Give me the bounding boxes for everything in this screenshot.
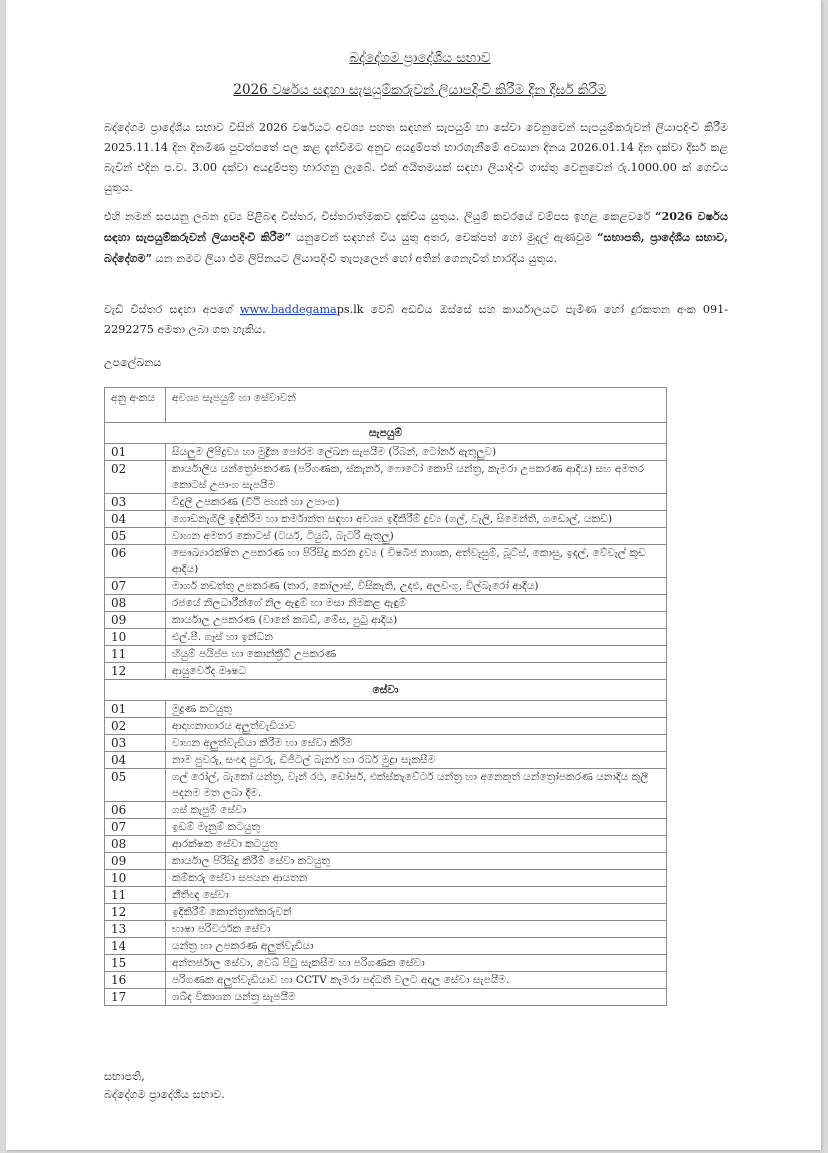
table-row — [105, 921, 667, 938]
row-serial-no: 06 — [105, 802, 166, 819]
table-row — [105, 955, 667, 972]
row-description: නාම පුවරු, සංඥා පුවරු, ඩිජිටල් බැනර් හා රබර් මුද්‍රා සැකසීම — [166, 752, 667, 769]
row-serial-no: 11 — [105, 887, 166, 904]
table-row — [105, 629, 667, 646]
row-serial-no: 08 — [105, 595, 166, 612]
table-row — [105, 444, 667, 461]
annex-label: උපලේඛනය — [104, 356, 162, 369]
row-serial-no: 05 — [105, 528, 166, 545]
table-row — [105, 511, 667, 528]
table-row — [105, 938, 667, 955]
row-description: කම්කරු සේවා සපයන ආයතන — [166, 870, 667, 887]
table-row — [105, 853, 667, 870]
table-row — [105, 646, 667, 663]
header-serial-no: අනු අංකය — [105, 388, 166, 423]
supplies-services-table — [104, 387, 667, 1006]
row-description: සියලුම ලිපිද්‍රව්‍ය හා මුද්‍රිත පෝරම ලේඛන සැපයීම (රිබන්, ටෝනර් ඇතුලුව) — [166, 444, 667, 461]
document-title: බද්දේගම ප්‍රාදේශීය සභාව — [349, 50, 491, 66]
envelope-label-text: “2026 වර්ෂය සඳහා සැපයුම්කරුවන් ලියාපදිංචි කිරීම” — [104, 209, 728, 244]
row-description: ආදාහනාගාරය අලුත්වැඩියාව — [166, 718, 667, 735]
table-header-row — [105, 388, 667, 423]
table-body — [105, 423, 667, 1006]
table-row — [105, 718, 667, 735]
row-description: භාෂා පරිවර්ථක සේවා — [166, 921, 667, 938]
row-serial-no: 13 — [105, 921, 166, 938]
section-header-row — [105, 423, 667, 444]
row-description: ආරක්ෂක සේවා කටයුතු — [166, 836, 667, 853]
row-description: වාහන අමතර කොටස් (ටයර්, ටියුබ්, බැටරි ඇතුලු) — [166, 528, 667, 545]
row-serial-no: 03 — [105, 735, 166, 752]
table-row — [105, 595, 667, 612]
row-description: රජයේ නිලධාරීන්ගේ නිල ඇඳුම් හා මසා නිමකළ ඇඳුම් — [166, 595, 667, 612]
row-serial-no: 04 — [105, 752, 166, 769]
website-link[interactable]: www.baddegama — [239, 303, 337, 316]
row-serial-no: 09 — [105, 853, 166, 870]
paragraph-text: වැඩි විස්තර සඳහා අපගේ — [104, 303, 240, 316]
row-serial-no: 12 — [105, 663, 166, 680]
table-row — [105, 836, 667, 853]
row-serial-no: 09 — [105, 612, 166, 629]
table-row — [105, 870, 667, 887]
row-description: කාර්යාල පිරිසිදු කිරීම් සේවා කටයුතු — [166, 853, 667, 870]
paragraph-text: වෙබ් අඩවිය ඔස්සේ සහ කාර්යාලයට පැමිණ හෝ දුරකතන අංක 091-2292275 අමතා ලබා ගත හැකිය. — [104, 303, 728, 336]
table-row — [105, 752, 667, 769]
signature-title: සභාපති, — [104, 1070, 145, 1083]
row-serial-no: 05 — [105, 769, 166, 802]
row-description: අන්තර්ජාල සේවා, වෙබ් පිටු සැකසීම හා පරිගණක සේවා — [166, 955, 667, 972]
row-serial-no: 02 — [105, 718, 166, 735]
row-serial-no: 15 — [105, 955, 166, 972]
row-description: ගල් රෝල්, බැකෝ යන්ත්‍ර, වැන් රථ, ඩෝසර්, එක්ස්කැවේටර් යන්ත්‍ර හා අනෙකුත් යන්ත්‍රෝපකරණ යනාදිය කුලී පදනම මත ලබා දීම. — [166, 769, 667, 802]
row-serial-no: 10 — [105, 629, 166, 646]
signature-block — [104, 1068, 225, 1104]
table-row — [105, 578, 667, 595]
paragraph-instructions — [104, 206, 728, 269]
table-row — [105, 904, 667, 921]
row-description: ඉදිකිරීම් කොන්ත්‍රාත්කරුවන් — [166, 904, 667, 921]
row-description: කාර්යාල උපකරණ (වානේ කබඩ්, මේස, පුටු ආදිය) — [166, 612, 667, 629]
row-serial-no: 14 — [105, 938, 166, 955]
table-row — [105, 819, 667, 836]
row-description: වාහන අලුත්වැඩියා කිරීම හා සේවා කිරීම — [166, 735, 667, 752]
document-page — [6, 0, 821, 1150]
row-description: එල්.පී. ගෑස් හා ඉන්ධන — [166, 629, 667, 646]
table-row — [105, 612, 667, 629]
row-serial-no: 07 — [105, 578, 166, 595]
table-row — [105, 494, 667, 511]
row-serial-no: 01 — [105, 701, 166, 718]
table-row — [105, 802, 667, 819]
row-serial-no: 08 — [105, 836, 166, 853]
paragraph-text: යනුවෙන් සඳහන් විය යුතු අතර, චෙක්පත් හෝ මුදල් ඇණවුම — [291, 231, 598, 244]
table-row — [105, 461, 667, 494]
row-description: සෞඛ්‍යාරක්ෂිත උපකරණ හා පිරිසිදු කරන ද්‍රව්‍ය ( විෂබීජ නාශක, අත්වැසුම්, බූට්ස්, කොසු, ඉදල්, වේවැල් කූඩ ආදිය) — [166, 545, 667, 578]
row-description: ශබ්ද විකාශන යන්ත්‍ර සැපයීම — [166, 989, 667, 1006]
table-row — [105, 735, 667, 752]
document-subtitle: 2026 වර්ෂය සඳහා සැපයුම්කරුවන් ලියාපදිංචි කිරීම දින දීර්ඝ කිරීම — [233, 82, 607, 98]
row-serial-no: 10 — [105, 870, 166, 887]
row-description: පරිගණක අලුත්වැඩියාව හා CCTV කැමරා පද්ධති වලට අදාල සේවා සැපයීම. — [166, 972, 667, 989]
row-serial-no: 12 — [105, 904, 166, 921]
section-title: සැපයුම් — [105, 423, 667, 444]
row-serial-no: 04 — [105, 511, 166, 528]
row-description: මුද්‍රණ කටයුතු — [166, 701, 667, 718]
row-description: ඉඩම් මැනුම් කටයුතු — [166, 819, 667, 836]
row-description: මාර්ග නඩත්තු උපකරණ (තාර, කෝලාස්, විසිකැති, උදළු, අලවංගු, විල්බැරෝ ආදිය) — [166, 578, 667, 595]
table-row — [105, 989, 667, 1006]
paragraph-text: එහි නමන් සපයනු ලබන ද්‍රව්‍ය පිළිබඳ විස්තර, විස්තරාත්මකව දැක්විය යුතුය. ලියුම් කවරයේ වම්පස ඉහළ කෙළවරේ — [104, 210, 656, 223]
paragraph-intro: බද්දේගම ප්‍රාදේශීය සභාව විසින් 2026 වර්ෂයට අවශ්‍ය පහත සඳහන් සැපයුම් හා සේවා වෙනුවෙන් සැපයුම්කරුවන් ලියාපදිංචි කිරීම 2025.11.14 දින දිනමිණ පුවත්පතේ පල කළ දැන්වීමට අනුව අයදුම්පත් භාරගැනීමේ අවසාන දිනය 2026.01.14 දින දක්වා දීර්ඝ කළ බැවින් එදින ප.ව. 3.00 දක්වා අයදුම්පත්‍ර භාරගනු ලැබේ. එක් අයිතමයක් සඳහා ලියාදිංචි ගාස්තු වෙනුවෙන් රු.1000.00 ක් ගෙවිය යුතුය. — [104, 121, 728, 194]
table-row — [105, 545, 667, 578]
row-serial-no: 06 — [105, 545, 166, 578]
row-description: ආයුර්වේද ඖෂධ — [166, 663, 667, 680]
row-serial-no: 01 — [105, 444, 166, 461]
table-row — [105, 528, 667, 545]
row-description: යන්ත්‍ර හා උපකරණ අලුත්වැඩියා — [166, 938, 667, 955]
row-description: කාර්යාලීය යන්ත්‍රෝපකරණ (පරිගණක, ස්කැනර්, ෆොටෝ කොපි යන්ත්‍ර, කැමරා උපකරණ ආදිය) සහ අමතර කොටස් උපාංග සැපයීම — [166, 461, 667, 494]
row-description: ගස් කැපුම් සේවා — [166, 802, 667, 819]
row-serial-no: 16 — [105, 972, 166, 989]
section-title: සේවා — [105, 680, 667, 701]
row-serial-no: 03 — [105, 494, 166, 511]
row-description: ගොඩනැගිලි ඉදිකිරීම හා කර්මාන්ත සඳහා අවශ්‍ය ඉදිකිරීම් ද්‍රව්‍ය (ගල්, වැලි, සිමෙන්ති, ගඩොල්, යකඩ) — [166, 511, 667, 528]
row-description: හියුම් පයිප්ප හා කොන්ක්‍රීට් උපකරණ — [166, 646, 667, 663]
table-row — [105, 701, 667, 718]
table-row — [105, 972, 667, 989]
signature-organization: බද්දේගම ප්‍රාදේශීය සභාව. — [104, 1088, 225, 1101]
paragraph-text: යන නමට ලියා එම ලිපිනයට ලියාපදිංචි තැපෑලෙන් හෝ අතින් ගෙනැවිත් භාරදිය යුතුය. — [152, 252, 558, 265]
website-link-rest[interactable]: ps.lk — [336, 303, 364, 316]
header-description: අවශ්‍ය සැපයුම් හා සේවාවන් — [166, 388, 667, 423]
section-header-row — [105, 680, 667, 701]
paragraph-contact — [104, 300, 728, 340]
table-row — [105, 887, 667, 904]
row-serial-no: 17 — [105, 989, 166, 1006]
row-description: විදුලි උපකරණ (වීථි පහන් හා උපාංග) — [166, 494, 667, 511]
row-serial-no: 11 — [105, 646, 166, 663]
table-row — [105, 769, 667, 802]
payee-name-text: “සභාපති, ප්‍රාදේශීය සභාව, බද්දේගම” — [104, 230, 728, 265]
row-serial-no: 02 — [105, 461, 166, 494]
row-serial-no: 07 — [105, 819, 166, 836]
table-row — [105, 663, 667, 680]
row-description: නීතිඥ සේවා — [166, 887, 667, 904]
